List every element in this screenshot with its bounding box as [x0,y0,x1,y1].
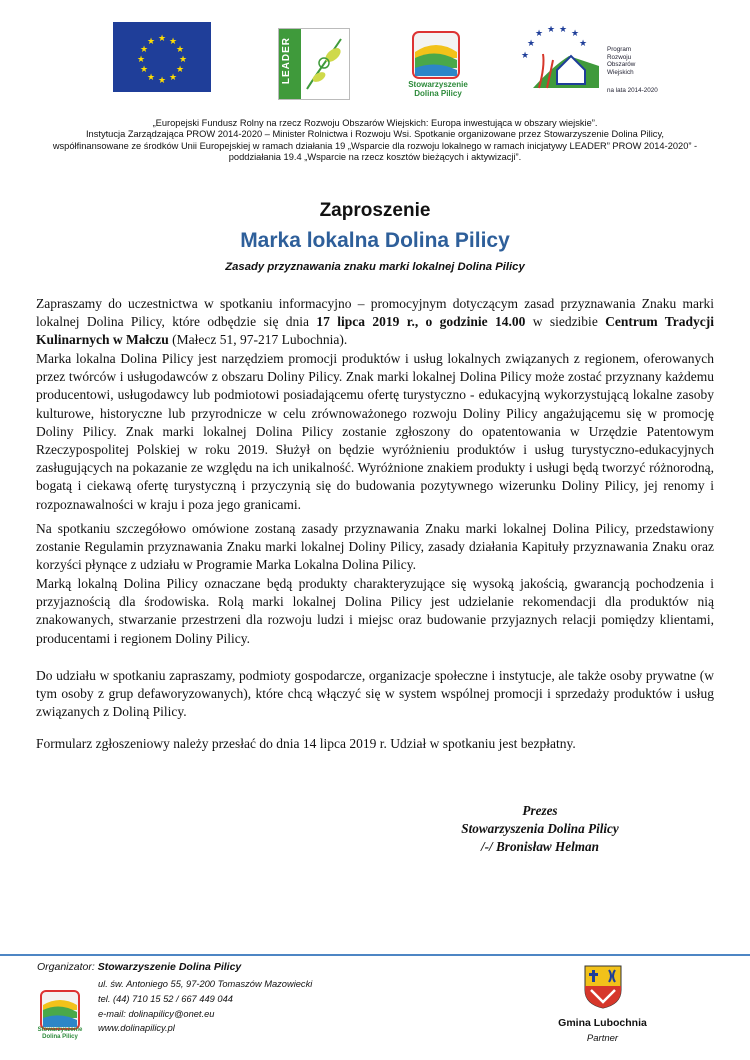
svg-text:★: ★ [157,76,167,86]
leader-logo [278,28,350,100]
event-venue: Centrum Tradycji Kulinarnych w Małczu [36,314,714,348]
paragraph-meeting: Na spotkaniu szczegółowo omówione zostaną zasady przyznawania Znaku marki lokalnej Dolina Pilicy, przedstawiony zostanie Regulamin przyznawania Znaku marki lokalnej Doliny Pilicy, zasady działania Kapituły przyznawania Znaku oraz korzyści płynące z udziału w Programie Marka Lokalna Dolina Pilicy. [36,521,714,573]
stowarzyszenie-footer-logo-icon [39,989,81,1031]
svg-text:★: ★ [175,45,185,55]
signature-role: Prezes [522,803,558,818]
signature-org: Stowarzyszenia Dolina Pilicy [461,821,619,836]
svg-text:★: ★ [168,73,178,83]
partner-name: Gmina Lubochnia [558,1017,647,1029]
svg-text:★: ★ [534,29,544,39]
leader-plant-icon [303,33,347,95]
stowarzyszenie-footer-caption: Stowarzyszenie Dolina Pilicy [37,1027,83,1040]
prow-years: na lata 2014-2020 [607,87,658,94]
gmina-coat-of-arms-icon [583,964,623,1010]
signature-name: /-/ Bronisław Helman [481,839,599,854]
organizer: Organizator: Stowarzyszenie Dolina Pilicy [37,961,242,973]
subtitle: Zasady przyznawania znaku marki lokalnej Dolina Pilicy [225,261,525,273]
svg-text:★: ★ [139,45,149,55]
svg-text:★: ★ [136,55,146,65]
page-title: Zaproszenie [319,200,431,221]
svg-text:★: ★ [558,26,568,35]
partner-label: Partner [586,1033,619,1044]
svg-text:★: ★ [178,55,188,65]
leader-logo-text: LEADER [281,37,292,85]
prow-logo-text: Program Rozwoju Obszarów Wiejskich [607,46,636,76]
paragraph-participants: Do udziału w spotkaniu zapraszamy, podmioty gospodarcze, organizacje społeczne i instytucje, ale także osoby prywatne (w tym osoby z grup defaworyzowanych), które chcą włączyć się w system wspólnej promocji i sprzedaży produktów i usług związanych z Doliną Pilicy. [36,668,714,720]
svg-text:★: ★ [546,26,556,35]
footer-phone: tel. (44) 710 15 52 / 667 449 044 [98,994,233,1004]
footer-address: ul. św. Antoniego 55, 97-200 Tomaszów Mazowiecki [98,979,313,989]
footer-website[interactable]: www.dolinapilicy.pl [98,1023,175,1033]
funding-note: „Europejski Fundusz Rolny na rzecz Rozwoju Obszarów Wiejskich: Europa inwestująca w obszary wiejskie”. Instytucja Zarządzająca PROW 2014-2020 – Minister Rolnictwa i Rozwoju Wsi. Spotkanie organizowane przez Stowarzyszenie Dolina Pilicy, współfinansowane ze środków Unii Europejskiej w ramach działania 19 „Wsparcie dla rozwoju lokalnego w ramach inicjatywy LEADER” PROW 2014-2020” - poddziałania 19.4 „Wsparcie na rzecz kosztów bieżących i aktywizacji”. [52,118,698,163]
brand-title: Marka lokalna Dolina Pilicy [240,229,510,252]
svg-text:★: ★ [578,39,588,49]
svg-text:★: ★ [570,29,580,39]
eu-flag-icon [113,22,211,92]
prow-logo-icon [513,26,613,96]
svg-text:★: ★ [168,37,178,47]
paragraph-brand: Marka lokalna Dolina Pilicy jest narzędziem promocji produktów i usług lokalnych związanych z regionem, oferowanych przez twórców i usługodawców z obszaru Doliny Pilicy. Znak marki lokalnej Dolina Pilicy może zostać przyznany każdemu producentowi, usługodawcy lub podmiotowi posiadającemu ofertę turystyczno - edukacyjną wykorzystującą lokalne zasoby kulturowe, historyczne lub przyrodnicze w celu zrównoważonego rozwoju Doliny Pilicy angażującemu się w promocję Doliny Pilicy. Znak marki lokalnej Dolina Pilicy zostanie zgłoszony do opatentowania w Urzędzie Patentowym Rzeczypospolitej Polskiej w roku 2019. Służył on będzie wyróżnieniu produktów i usług turystyczno-edukacyjnych zasługujących na pokazanie ze względu na ich unikalność. Wyróżnione znakiem produkty i usługi będą tworzyć różnorodną, bogatą i ciekawą ofertę turystyczną i przyczynią się do budowania pozytywnego wizerunku Doliny Pilicy, jej renomy i rozpoznawalności w kraju i poza jego granicami. [36,351,714,512]
event-date-time: 17 lipca 2019 r., o godzinie 14.00 [316,314,526,330]
svg-text:★: ★ [139,65,149,75]
paragraph-invitation: Zapraszamy do uczestnictwa w spotkaniu informacyjno – promocyjnym dotyczącym zasad przyznawania Znaku marki lokalnej Dolina Pilicy, które odbędzie się dnia 17 lipca 2019 r., o godzinie 14.00 w siedzibie Centrum Tradycji Kulinarnych w Małczu (Małecz 51, 97-217 Lubochnia). [36,296,714,348]
paragraph-form: Formularz zgłoszeniowy należy przesłać do dnia 14 lipca 2019 r. Udział w spotkaniu jest bezpłatny. [36,736,576,751]
event-address: (Małecz 51, 97-217 Lubochnia). [168,332,348,348]
svg-text:★: ★ [146,73,156,83]
svg-text:★: ★ [146,37,156,47]
svg-text:★: ★ [175,65,185,75]
footer-email[interactable]: e-mail: dolinapilicy@onet.eu [98,1009,215,1019]
footer-divider [0,954,750,956]
svg-text:★: ★ [526,39,536,49]
paragraph-products: Marką lokalną Dolina Pilicy oznaczane będą produkty charakteryzujące się wysoką jakością, gwarancją pochodzenia i przyjaznością dla środowiska. Rolą marki lokalnej Dolina Pilicy jest udzielanie rekomendacji dla produktów nią znakowanych, stwarzanie przestrzeni dla rozwoju ludzi i miejsc oraz budowanie przyjaznych relacji pomiędzy klientami, producentami i regionem Doliny Pilicy. [36,576,714,646]
svg-text:★: ★ [157,34,167,44]
stowarzyszenie-logo-caption: Stowarzyszenie Dolina Pilicy [408,80,468,98]
svg-text:★: ★ [520,51,530,61]
